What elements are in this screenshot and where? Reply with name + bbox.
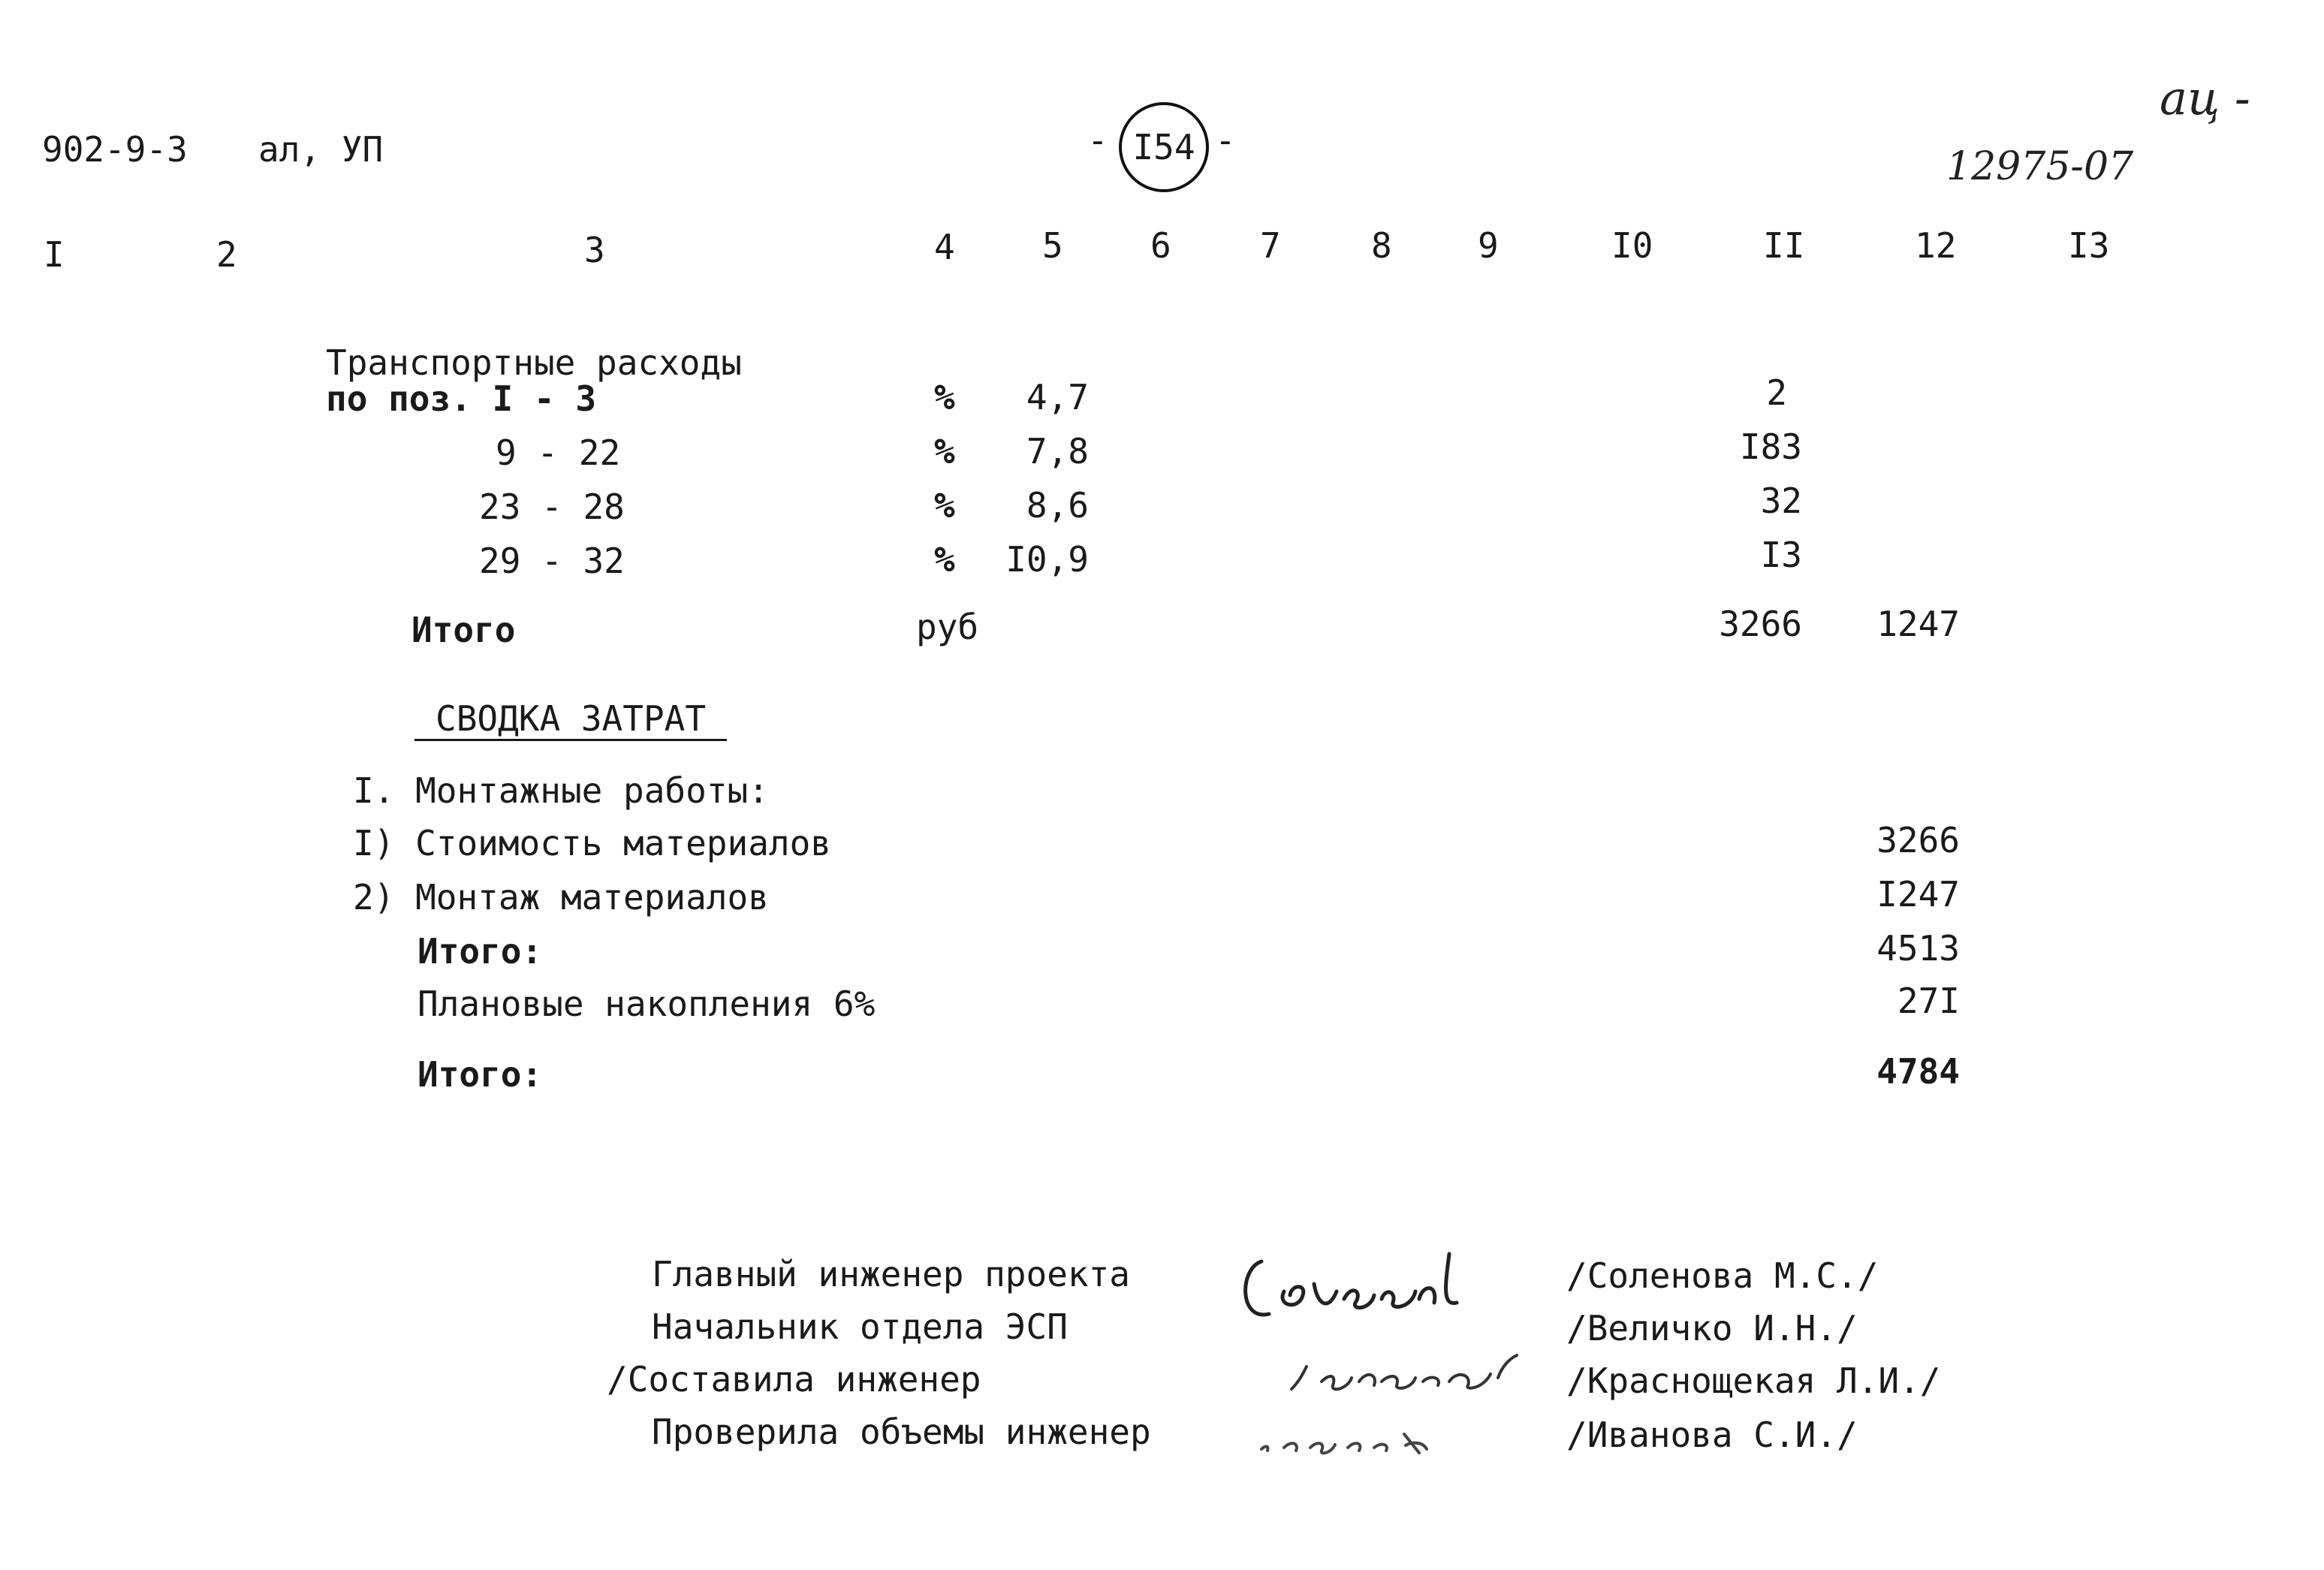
handwritten-signature bbox=[1231, 1239, 1487, 1344]
transport-total-label: Итого bbox=[411, 610, 516, 650]
signature-name: /Краснощекая Л.И./ bbox=[1566, 1361, 1941, 1401]
handwritten-mark: ац - bbox=[2160, 71, 2250, 125]
signature-role: Проверила объемы инженер bbox=[652, 1412, 1151, 1452]
summary-row-value: 4784 bbox=[1876, 1051, 1960, 1092]
handwritten-signature bbox=[1246, 1412, 1457, 1464]
page-dash-right: - bbox=[1215, 120, 1236, 161]
column-number: I bbox=[44, 234, 65, 275]
summary-row-value: 4513 bbox=[1876, 928, 1960, 969]
summary-row-text: Плановые накопления 6% bbox=[417, 984, 876, 1024]
summary-row-value: 3266 bbox=[1876, 820, 1960, 860]
handwritten-number: 12975-07 bbox=[1946, 144, 2134, 189]
summary-row-text: Итого: bbox=[417, 1054, 543, 1095]
transport-row-rate: I0,9 bbox=[1005, 539, 1089, 580]
column-number: 4 bbox=[934, 227, 955, 267]
summary-row-text: 2) Монтаж материалов bbox=[353, 877, 769, 918]
transport-row-label: 29 - 32 bbox=[479, 541, 625, 581]
summary-row-value: 27I bbox=[1897, 981, 1960, 1021]
transport-row-rate: 8,6 bbox=[1026, 485, 1089, 526]
transport-row-rate: 4,7 bbox=[1026, 377, 1089, 417]
signature-role: Начальник отдела ЭСП bbox=[652, 1306, 1068, 1347]
summary-title: СВОДКА ЗАТРАТ bbox=[414, 701, 727, 741]
transport-row-unit: % bbox=[934, 431, 955, 472]
album-code: ал, УП bbox=[258, 129, 384, 170]
transport-row-unit: % bbox=[934, 485, 955, 526]
column-number: 12 bbox=[1915, 225, 1957, 266]
column-number: 6 bbox=[1150, 225, 1171, 266]
signature-role: /Составила инженер bbox=[607, 1359, 981, 1400]
transport-row-label: 23 - 28 bbox=[479, 487, 625, 527]
transport-row-label: по поз. I - 3 bbox=[326, 378, 597, 419]
transport-title: Транспортные расходы bbox=[326, 342, 742, 383]
transport-row-unit: % bbox=[934, 539, 955, 580]
transport-row-value: I3 bbox=[1760, 535, 1802, 575]
page-number bbox=[1119, 102, 1209, 192]
transport-row-label: 9 - 22 bbox=[496, 432, 621, 473]
column-number: 9 bbox=[1478, 225, 1499, 266]
transport-row-value: 2 bbox=[1766, 372, 1787, 413]
transport-row-rate: 7,8 bbox=[1026, 431, 1089, 472]
summary-row-text: Итого: bbox=[417, 931, 543, 972]
column-number: 7 bbox=[1260, 225, 1281, 266]
page-number-text: I54 bbox=[1132, 127, 1195, 167]
signature-name: /Иванова С.И./ bbox=[1566, 1415, 1858, 1455]
page-dash-left: - bbox=[1087, 120, 1108, 161]
transport-row-value: 32 bbox=[1760, 481, 1802, 521]
summary-row-text: I. Монтажные работы: bbox=[353, 770, 769, 811]
signature-role: Главный инженер проекта bbox=[652, 1254, 1130, 1294]
transport-total-col11: 3266 bbox=[1719, 604, 1802, 644]
transport-total-col12: 1247 bbox=[1876, 604, 1960, 644]
document-code: 902-9-3 bbox=[42, 129, 188, 170]
summary-row-value: I247 bbox=[1876, 874, 1960, 915]
signature-name: /Величко И.Н./ bbox=[1566, 1308, 1858, 1349]
column-number: I3 bbox=[2068, 225, 2110, 266]
transport-row-unit: % bbox=[934, 377, 955, 417]
summary-row-text: I) Стоимость материалов bbox=[353, 823, 831, 863]
column-number: I0 bbox=[1611, 225, 1653, 266]
column-number: 3 bbox=[584, 230, 605, 270]
handwritten-signature bbox=[1277, 1344, 1532, 1404]
transport-total-unit: руб bbox=[916, 607, 979, 647]
column-number: II bbox=[1763, 225, 1805, 266]
transport-row-value: I83 bbox=[1739, 426, 1802, 467]
column-number: 2 bbox=[216, 234, 237, 275]
signature-name: /Соленова М.С./ bbox=[1566, 1255, 1879, 1296]
column-number: 8 bbox=[1371, 225, 1392, 266]
column-number: 5 bbox=[1042, 225, 1063, 266]
